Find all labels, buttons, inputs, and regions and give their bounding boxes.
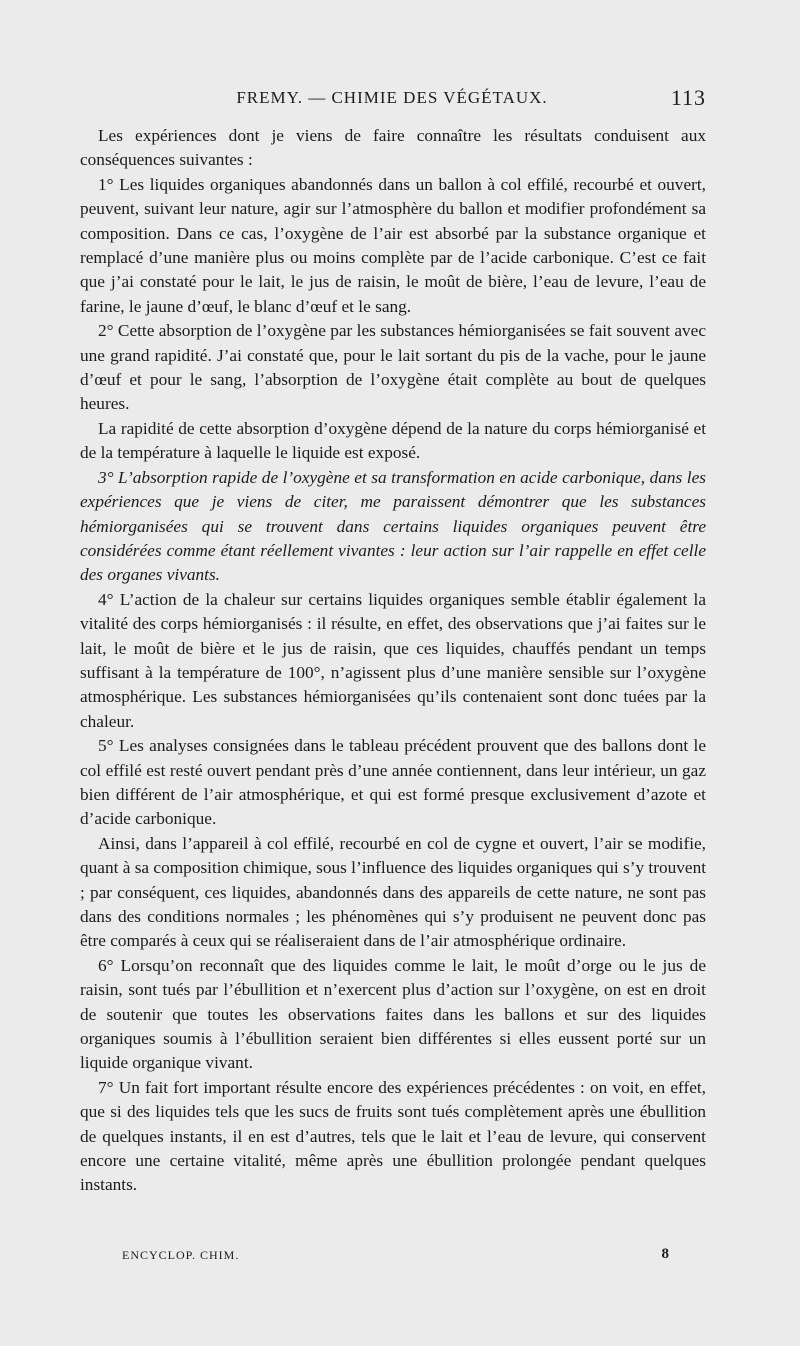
paragraph: 2° Cette absorption de l’oxygène par les substances hémiorganisées se fait souvent avec une grand rapidité. J’ai constaté que, pour le lait sortant du pis de la vache, pour le jaune d’œuf et pour le sang, l’absorption de l’oxygène était complète au bout de quelques heures. [80,321,706,414]
paragraph: 1° Les liquides organiques abandonnés dans un ballon à col effilé, recourbé et ouvert, peuvent, suivant leur nature, agir sur l’atmosphère du ballon et modifier profondément sa composition. Dans ce cas, l’oxygène de l’air est absorbé par la substance organique et remplacé d’une manière plus ou moins complète par de l’acide carbonique. C’est ce fait que j’ai constaté pour le lait, le jus de raisin, le moût de bière, l’eau de levure, l’eau de farine, le jaune d’œuf, le blanc d’œuf et le sang. [80,174,706,316]
body-text [80,124,706,1198]
page-footer [122,1248,670,1268]
page-number: 113 [670,85,706,110]
running-header [82,85,706,114]
paragraph: 7° Un fait fort important résulte encore des expériences précédentes : on voit, en effet, que si des liquides tels que les sucs de fruits sont tués complètement après une ébullition de quelques instants, il en est d’autres, tels que le lait et l’eau de levure, qui conservent encore une certaine vitalité, même après une ébullition prolongée pendant quelques instants. [80,1077,706,1195]
paragraph: 3° L’absorption rapide de l’oxygène et sa transformation en acide carbonique, dans les expériences que je viens de citer, me paraissent démontrer que les substances hémiorganisées qui se trouvent dans certains liquides organiques peuvent être considérées comme étant réellement vivantes : leur action sur l’air rappelle en effet celle des organes vivants. [80,467,706,585]
paragraph: 6° Lorsqu’on reconnaît que des liquides comme le lait, le moût d’orge ou le jus de raisin, sont tués par l’ébullition et n’exercent plus d’action sur l’oxygène, on est en droit de soutenir que toutes les observations faites dans les ballons et sur des liquides organiques soumis à l’ébullition seraient bien différentes si elles eussent porté sur un liquide organique vivant. [80,955,706,1073]
paragraph: 5° Les analyses consignées dans le tableau précédent prouvent que des ballons dont le col effilé est resté ouvert pendant près d’une année contiennent, dans leur intérieur, un gaz bien différent de l’air atmosphérique, et qui est formé presque exclusivement d’azote et d’acide carbonique. [80,736,706,829]
paragraph: Ainsi, dans l’appareil à col effilé, recourbé en col de cygne et ouvert, l’air se modifie, quant à sa composition chimique, sous l’influence des liquides organiques qui s’y trouvent ; par conséquent, ces liquides, abandonnés dans des appareils de cette nature, ne sont pas dans des conditions normales ; les phénomènes qui s’y produisent ne peuvent donc pas être comparés à ceux qui se réaliseraient dans de l’air atmosphérique ordinaire. [80,833,707,951]
paragraph: La rapidité de cette absorption d’oxygène dépend de la nature du corps hémiorganisé et de la température à laquelle le liquide est exposé. [80,418,706,463]
sheet-number: 8 [661,1246,670,1262]
printer-signature: ENCYCLOP. CHIM. [122,1248,240,1262]
paragraph: 4° L’action de la chaleur sur certains liquides organiques semble établir également la vitalité des corps hémiorganisés : il résulte, en effet, des observations que j’ai faites sur le lait, le moût de bière et le jus de raisin, que ces liquides, chauffés pendant un temps suffisant à la température de 100°, n’agissent plus d’une manière sensible sur l’oxygène atmosphérique. Les substances hémiorganisées qu’ils contenaient sont donc tuées par la chaleur. [80,589,706,731]
running-title: FREMY. — CHIMIE DES VÉGÉTAUX. [236,88,548,107]
paragraph: Les expériences dont je viens de faire connaître les résultats conduisent aux conséquences suivantes : [80,126,706,170]
